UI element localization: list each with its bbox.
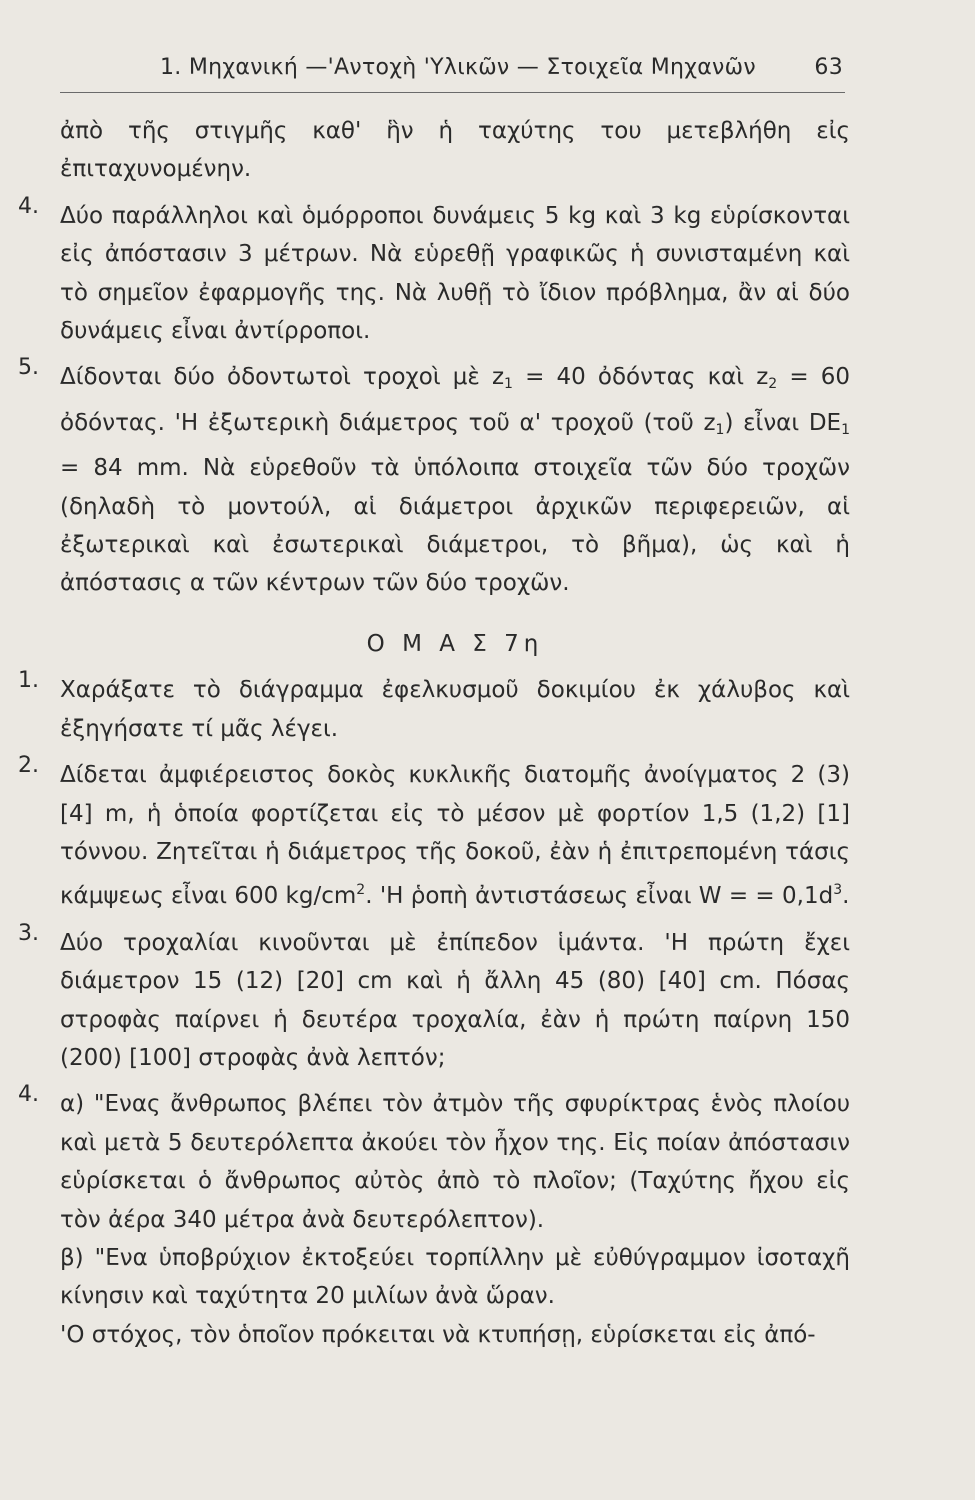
- running-header: [160, 55, 845, 89]
- problem-text: Χαράξατε τὸ διάγραμμα ἐφελκυσμοῦ δοκιμίου ἐκ χάλυβος καὶ ἐξηγήσατε τί μᾶς λέγει.: [60, 677, 850, 742]
- section-title: Ο Μ Α Σ 7η: [366, 630, 544, 657]
- problem-item: [18, 920, 850, 1078]
- problem-number: 3.: [18, 920, 39, 946]
- problem-item: [18, 668, 850, 748]
- problem-item: [18, 753, 850, 916]
- problem-number: 5.: [18, 355, 39, 381]
- page-number: 63: [814, 55, 843, 80]
- problem-number: 2.: [18, 753, 39, 779]
- problem-text-b: β) "Ενα ὑποβρύχιον ἐκτοξεύει τορπίλλην μὲ εὐθύγραμμον ἰσοταχῆ κίνησιν καὶ ταχύτητα 20 μιλίων ἀνὰ ὥραν.: [60, 1244, 850, 1310]
- problem-text: Δύο τροχαλίαι κινοῦνται μὲ ἐπίπεδον ἱμάντα. 'Η πρώτη ἔχει διάμετρον 15 (12) [20] cm καὶ ἡ ἄλλη 45 (80) [40] cm. Πόσας στροφὰς παίρνει ἡ δευτέρα τροχαλία, ἐὰν ἡ πρώτη παίρνη 150 (200) [100] στροφὰς ἀνὰ λεπτόν;: [60, 929, 850, 1071]
- problem-number: 1.: [18, 668, 39, 694]
- problem-item: [18, 355, 850, 602]
- problem-number: 4.: [18, 1082, 39, 1108]
- problem-text-a: α) "Ενας ἄνθρωπος βλέπει τὸν ἀτμὸν τῆς σφυρίκτρας ἑνὸς πλοίου καὶ μετὰ 5 δευτερόλεπτα ἀκούει τὸν ἦχον της. Εἰς ποίαν ἀπόστασιν εὑρίσκεται ὁ ἄνθρωπος αὐτὸς ἀπὸ τὸ πλοῖον; (Ταχύτης ἤχου εἰς τὸν ἀέρα 340 μέτρα ἀνὰ δευτερόλεπτον).: [60, 1091, 850, 1233]
- problem-item: [18, 193, 850, 351]
- header-title: 1. Μηχανική —'Αντοχὴ 'Υλικῶν — Στοιχεῖα Μηχανῶν: [160, 55, 756, 80]
- page-body: [18, 112, 850, 1354]
- problem-text: Δύο παράλληλοι καὶ ὁμόρροποι δυνάμεις 5 kg καὶ 3 kg εὑρίσκονται εἰς ἀπόστασιν 3 μέτρων. Νὰ εὑρεθῇ γραφικῶς ἡ συνισταμένη καὶ τὸ σημεῖον ἐφαρμογῆς της. Νὰ λυθῇ τὸ ἴδιον πρόβλημα, ἂν αἱ δύο δυνάμεις εἶναι ἀντίρροποι.: [60, 202, 850, 345]
- problem-text-c: 'Ο στόχος, τὸν ὁποῖον πρόκειται νὰ κτυπήσῃ, εὑρίσκεται εἰς ἀπό-: [60, 1321, 816, 1348]
- continuation-paragraph: ἀπὸ τῆς στιγμῆς καθ' ἣν ἡ ταχύτης του μετεβλήθη εἰς ἐπιταχυνομένην.: [60, 118, 850, 183]
- problem-item: [18, 1082, 850, 1354]
- header-rule: [60, 92, 845, 93]
- problem-text: Δίδεται ἀμφιέρειστος δοκὸς κυκλικῆς διατομῆς ἀνοίγματος 2 (3) [4] m, ἡ ὁποία φορτίζεται εἰς τὸ μέσον μὲ φορτίον 1,5 (1,2) [1] τόννου. Ζητεῖται ἡ διάμετρος τῆς δοκοῦ, ἐὰν ἡ ἐπιτρεπομένη τάσις κάμψεως εἶναι 600 $kg/cm^2$. 'Η ῥοπὴ ἀντιστάσεως εἶναι W = = $0,1d^3$.: [60, 762, 850, 910]
- problem-text: Δίδονται δύο ὀδοντωτοὶ τροχοὶ μὲ $z_1 = 40$ ὀδόντας καὶ $z_2 = 60$ ὀδόντας. 'Η ἐξωτερικὴ διάμετρος τοῦ α' τροχοῦ (τοῦ $z_1$) εἶναι $DE_1 = 84$ mm. Νὰ εὑρεθοῦν τὰ ὑπόλοιπα στοιχεῖα τῶν δύο τροχῶν (δηλαδὴ τὸ μοντούλ, αἱ διάμετροι ἀρχικῶν περιφερειῶν, αἱ ἐξωτερικαὶ καὶ ἐσωτερικαὶ διάμετροι, τὸ βῆμα), ὡς καὶ ἡ ἀπόστασις α τῶν κέντρων τῶν δύο τροχῶν.: [60, 364, 850, 597]
- problem-number: 4.: [18, 193, 39, 219]
